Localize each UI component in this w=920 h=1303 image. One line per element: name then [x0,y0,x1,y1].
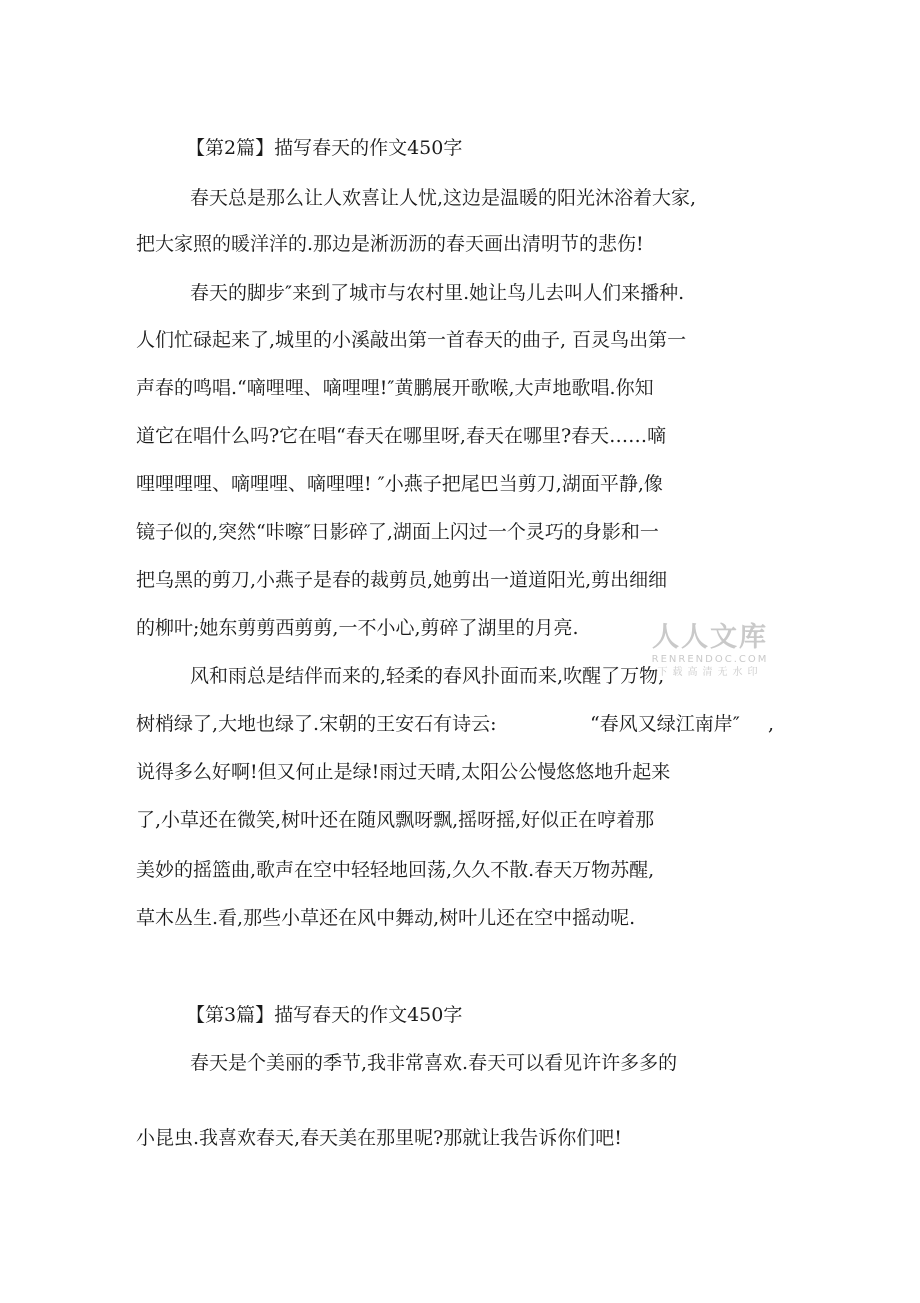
section2-heading: 【第2篇】描写春天的作文450字 [186,137,463,159]
section2-line-2: 把大家照的暖洋洋的.那边是淅沥沥的春天画出清明节的悲伤! [136,233,644,255]
section2-line-3: 春天的脚步″来到了城市与农村里.她让鸟儿去叫人们来播种. [190,282,685,304]
watermark-subtitle: 下载高清无水印 [657,667,763,678]
section2-line-16: 草木丛生.看,那些小草还在风中舞动,树叶儿还在空中摇动呢. [136,907,636,929]
section2-line-15: 美妙的摇篮曲,歌声在空中轻轻地回荡,久久不散.春天万物苏醒, [136,859,655,881]
section2-line-12: 树梢绿了,大地也绿了.宋朝的王安石有诗云: [136,713,497,735]
section2-line-13: 说得多么好啊!但又何止是绿!雨过天晴,太阳公公慢悠悠地升起来 [136,761,671,783]
section2-line-14: 了,小草还在微笑,树叶还在随风飘呀飘,摇呀摇,好似正在哼着那 [136,809,655,831]
section2-line-5: 声春的鸣唱.“嘀哩哩、嘀哩哩!″黄鹏展开歌喉,大声地歌唱.你知 [136,377,654,399]
section2-line-10: 的柳叶;她东剪剪西剪剪,一不小心,剪碎了湖里的月亮. [136,617,579,639]
watermark [645,622,775,680]
section2-trailing-comma: , [768,713,775,735]
section2-line-11: 风和雨总是结伴而来的,轻柔的春风扑面而来,吹醒了万物, [190,665,665,687]
section2-line-4: 人们忙碌起来了,城里的小溪敲出第一首春天的曲子, 百灵鸟出第一 [136,329,687,351]
section2-line-1: 春天总是那么让人欢喜让人忧,这边是温暖的阳光沐浴着大家, [190,187,697,209]
section2-line-6: 道它在唱什么吗?它在唱“春天在哪里呀,春天在哪里?春天……嘀 [136,425,667,447]
watermark-logo-text: 人人文库 [652,622,768,653]
section2-poem-quote: “春风又绿江南岸″ [590,713,740,735]
section3-heading: 【第3篇】描写春天的作文450字 [186,1004,463,1026]
section2-line-7: 哩哩哩哩、嘀哩哩、嘀哩哩! ″小燕子把尾巴当剪刀,湖面平静,像 [136,473,663,495]
section2-line-8: 镜子似的,突然“咔嚓″日影碎了,湖面上闪过一个灵巧的身影和一 [136,521,659,543]
section3-line-2: 小昆虫.我喜欢春天,春天美在那里呢?那就让我告诉你们吧! [136,1127,622,1149]
section3-line-1: 春天是个美丽的季节,我非常喜欢.春天可以看见许许多多的 [190,1052,678,1074]
section2-line-9: 把乌黑的剪刀,小燕子是春的裁剪员,她剪出一道道阳光,剪出细细 [136,569,668,591]
watermark-url: RENRENDOC.COM [651,654,769,665]
